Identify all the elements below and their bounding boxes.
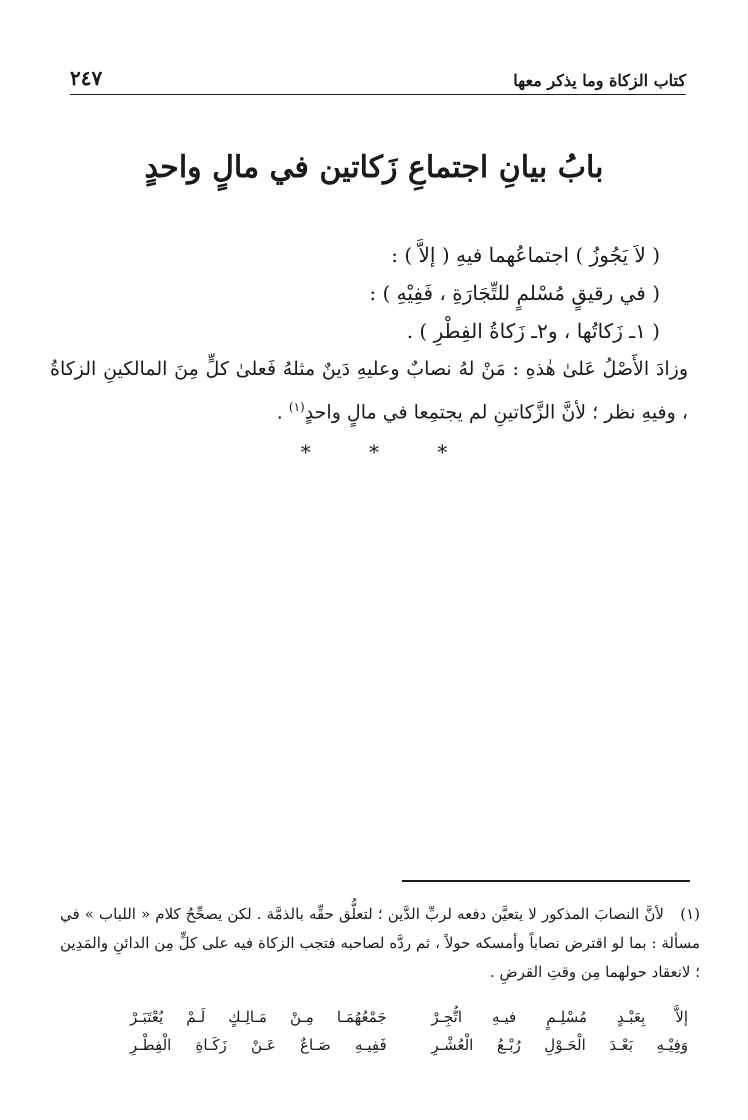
footnote (60, 900, 700, 987)
running-head (70, 58, 686, 95)
page-number: ٢٤٧ (70, 66, 103, 90)
commentary-end: . (276, 401, 289, 424)
verse-hemistich: إلاَّ بِعَبْـدٍ مُسْلِـمٍ فيـهِ اتُّجِـرْ (431, 1008, 688, 1026)
verse-line (130, 1008, 688, 1026)
verse-hemistich: فَفِيـهِ صَـاعٌ عَـنْ زَكَـاةِ الْفِطْـرِ (130, 1036, 387, 1054)
footnote-number: (١) (680, 905, 700, 923)
commentary-paragraph (50, 350, 688, 431)
chapter-title: بابُ بيانِ اجتماعِ زَكاتين في مالٍ واحدٍ (144, 150, 604, 185)
matn-line: ( لاَ يَجُوزُ ) اجتماعُهما فيهِ ( إلاَّ ) : (391, 243, 660, 267)
section-separator: * * * (300, 440, 474, 464)
main-text (50, 236, 688, 350)
footnote-divider (402, 880, 690, 882)
matn-line: ( ١ـ زَكاتُها ، و٢ـ زَكاةُ الفِطْرِ ) . (406, 319, 660, 343)
footnote-text: لأنَّ النصابَ المذكور لا يتعيَّن دفعه لربِّ الدَّين ؛ لتعلُّق حقِّه بالذمَّة . لكن يصحِّحُ كلام « اللباب » في مسألة : بما لو اقترض نصاباً وأمسكه حولاً ، ثم ردَّه لصاحبه فتجب الزكاة فيه على كلٍّ مِن الدائنِ والمَدِين ؛ لانعقاد حولهما مِن وقتِ القرضِ . (60, 905, 700, 981)
verse-hemistich: وَفِيْـهِ بَعْـدَ الْحَـوْلِ رُبْـعُ الْعُشْـرِ (431, 1036, 688, 1054)
verse-hemistich: جَمْعُهُمَـا مِـنْ مَـالِـكٍ لَـمْ يُعْتَبَـرْ (130, 1008, 387, 1026)
running-title: كتاب الزكاة وما يذكر معها (513, 71, 686, 90)
matn-line: ( في رقيقٍ مُسْلمٍ للتِّجَارَةِ ، فَفِيْهِ ) : (369, 281, 660, 305)
verse-line (130, 1036, 688, 1054)
footnote-reference: (١) (288, 400, 305, 414)
commentary-text: وزادَ الأَصْلُ عَلىٰ هٰذهِ : مَنْ لهُ نصابٌ وعليهِ دَينٌ مثلهُ فَعلىٰ كلٍّ مِنَ المالكينِ الزكاةُ ، وفيهِ نظر ؛ لأنَّ الزَّكاتينِ لم يجتمِعا في مالٍ واحدٍ (50, 358, 688, 424)
